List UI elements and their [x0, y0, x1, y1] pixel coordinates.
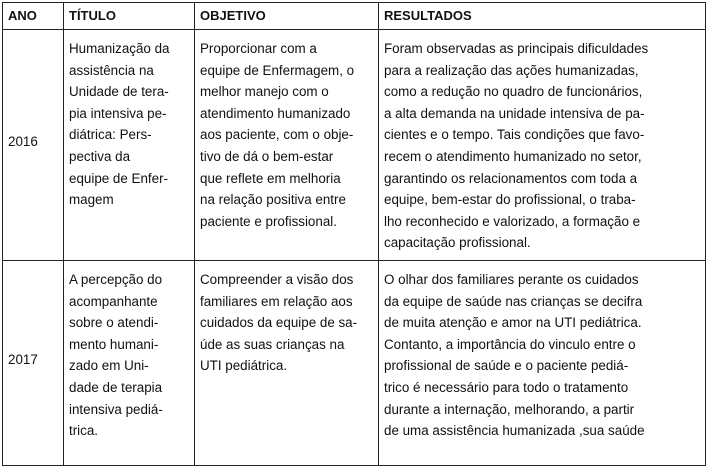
objective-text: Proporcionar com a equipe de Enfermagem, o melhor manejo com o atendimento humanizado aos paciente, com o obje- tivo de dá o bem-estar que reflete em melhoria na relação positiva entre paciente e profissional. — [200, 41, 355, 229]
year-value: 2017 — [8, 352, 38, 368]
title-text: A percepção do acompanhante sobre o atendi- mento humani- zado em Uni- dade de terapia intensiva pediá- trica. — [69, 272, 163, 439]
objective-text: Compreender a visão dos familiares em relação aos cuidados da equipe de sa- úde as suas crianças na UTI pediátrica. — [200, 272, 358, 374]
header-results: RESULTADOS — [379, 3, 706, 30]
header-row — [3, 3, 706, 30]
results-cell — [379, 261, 706, 466]
results-text: O olhar dos familiares perante os cuidados da equipe de saúde nas crianças se decifra de muita atenção e amor na UTI pediátrica. Contanto, a importância do vinculo entre o profissional de saúde e o paciente pediá- trico é necessário para todo o tratamento durante a internação, melhorando, a partir de uma assistência humanizada ,sua saúde — [384, 272, 645, 439]
objective-cell — [195, 261, 379, 466]
objective-cell — [195, 30, 379, 261]
title-cell — [64, 30, 195, 261]
header-year: ANO — [3, 3, 64, 30]
table-row — [3, 261, 706, 466]
title-cell — [64, 261, 195, 466]
year-cell — [3, 261, 64, 466]
table-row — [3, 30, 706, 261]
title-text: Humanização da assistência na Unidade de tera- pia intensiva pe- diátrica: Pers- pectiva da equipe de Enfer- magem — [69, 41, 170, 208]
table-header — [3, 3, 706, 30]
table-body — [3, 30, 706, 466]
results-cell — [379, 30, 706, 261]
literature-table — [2, 2, 706, 466]
header-title: TÍTULO — [64, 3, 195, 30]
year-value: 2016 — [8, 134, 38, 150]
header-objective: OBJETIVO — [195, 3, 379, 30]
year-cell — [3, 30, 64, 261]
results-text: Foram observadas as principais dificuldades para a realização das ações humanizadas, como a redução no quadro de funcionários, a alta demanda na unidade intensiva de pa- cientes e o tempo. Tais condições que favo- recem o atendimento humanizado no setor, garantindo os relacionamentos com toda a equipe, bem-estar do profissional, o traba- lho reconhecido e valorizado, a formação e capacitação profissional. — [384, 41, 649, 251]
